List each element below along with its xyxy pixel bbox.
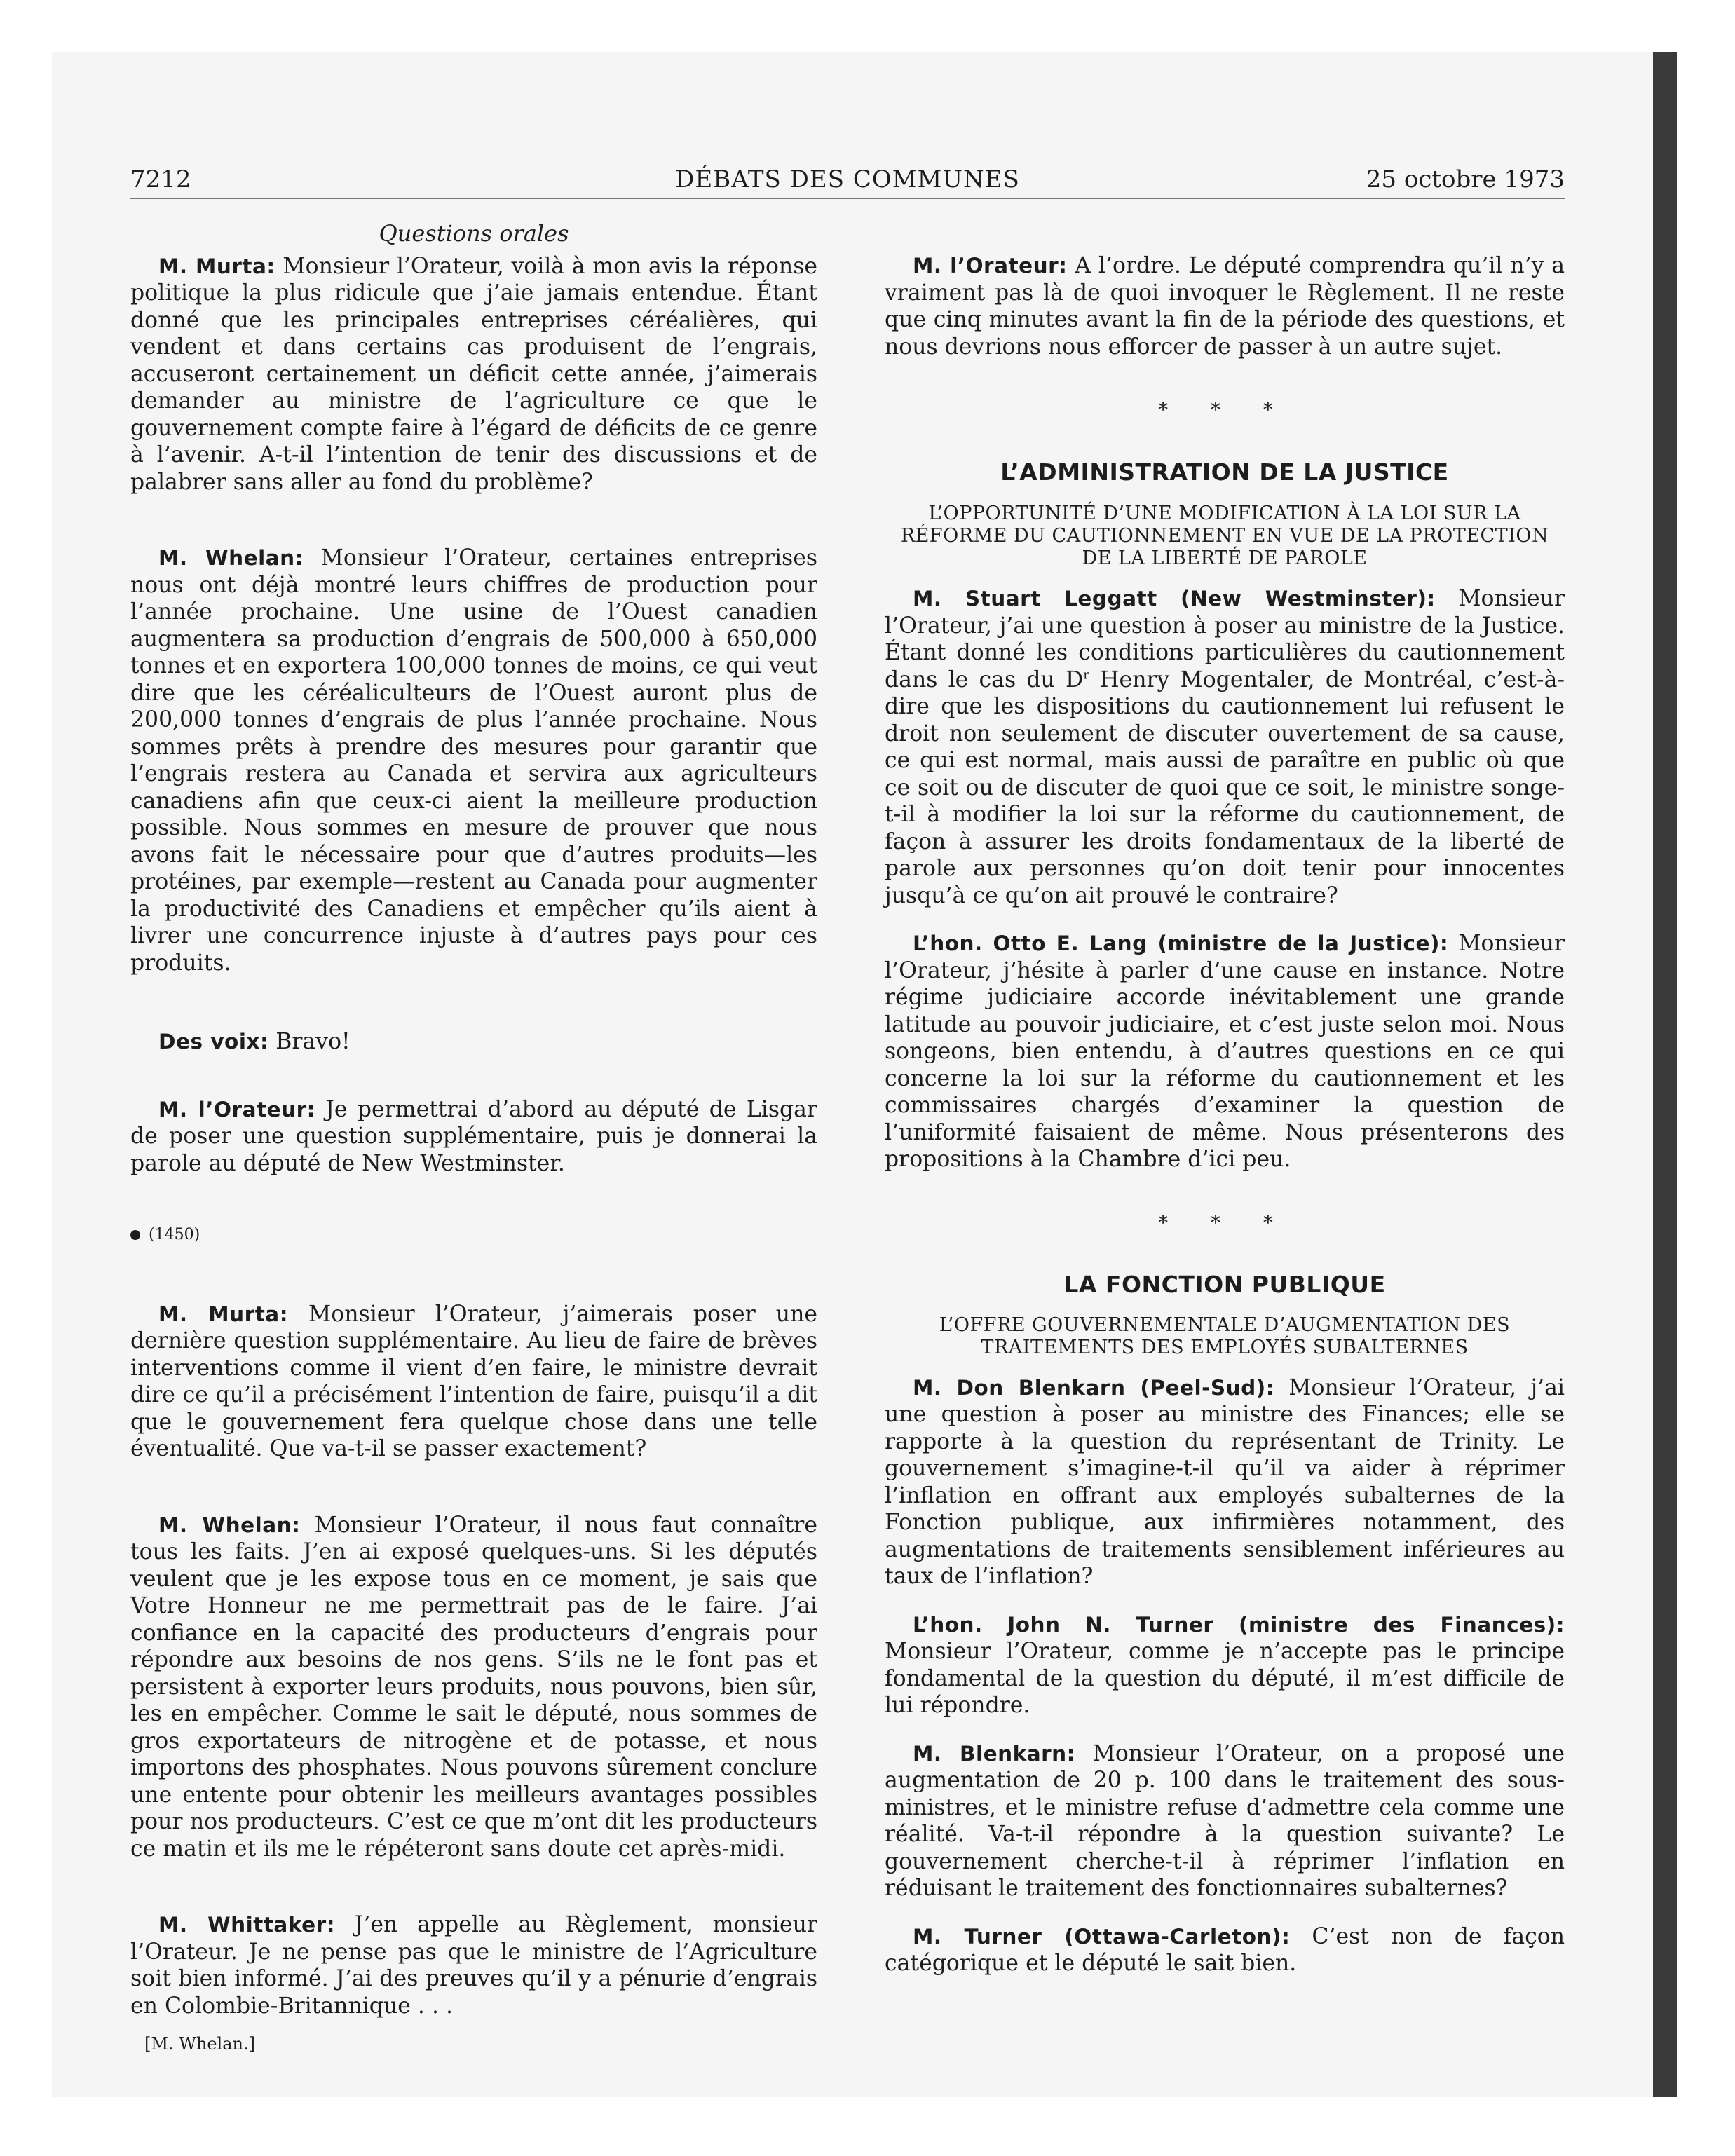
speech-text: A l’ordre. Le député comprendra qu’il n’y a vraiment pas là de quoi invoquer le Règlement. Il ne reste que cinq minutes avant la fin de la période des questions, et nous devrions nous efforcer de passer à un autre sujet. [885,253,1565,360]
superscript: r [1083,667,1089,682]
bullet-dot-icon [130,1230,140,1240]
section-separator: * * * [1158,398,1291,421]
speech-text: Monsieur l’Orateur, j’ai une question à poser au ministre de la Justice. Étant donné les conditions particulières du cautionnement dans le cas du D [885,586,1565,692]
right-column [885,252,1565,1977]
speech-paragraph [885,1923,1565,1977]
speech-text: Monsieur l’Orateur, voilà à mon avis la réponse politique la plus ridicule que j’aie jamais entendue. Étant donné que les principales entreprises céréalières, qui vendent et dans certains cas produisent de l’engrais, accuseront certainement un déficit cette année, j’aimerais demander au ministre de l’agriculture ce que le gouvernement compte faire à l’égard de déficits de ce genre à l’avenir. A-t-il l’intention de tenir des discussions et de palabrer sans aller au fond du problème? [130,253,818,495]
speaker-name: L’hon. Otto E. Lang (ministre de la Justice): [913,932,1449,955]
speech-text: Monsieur l’Orateur, on a proposé une augmentation de 20 p. 100 dans le traitement des sous-ministres, et le ministre refuse d’admettre cela comme une réalité. Va-t-il répondre à la question suivante? Le gouvernement cherche-t-il à réprimer l’inflation en réduisant le traitement des fonctionnaires subalternes? [885,1740,1565,1901]
speech-text: C’est non de façon catégorique et le député le sait bien. [885,1923,1565,1976]
footer-attribution: [M. Whelan.] [144,2034,255,2054]
left-column [130,220,817,2058]
section-separator: * * * [1158,1210,1291,1234]
time-marker [130,1222,817,1249]
speaker-name: M. l’Orateur: [158,1097,315,1121]
speech-paragraph [130,1911,817,2019]
speech-paragraph [130,1301,817,1463]
speech-paragraph [885,1374,1565,1590]
speaker-name: Des voix: [158,1030,269,1053]
speaker-name: M. Don Blenkarn (Peel-Sud): [913,1375,1275,1400]
speaker-name: M. Murta: [158,254,275,278]
header-date: 25 octobre 1973 [1366,165,1565,193]
speech-text: Monsieur l’Orateur, certaines entreprises nous ont déjà montré leurs chiffres de production pour l’année prochaine. Une usine de l’Ouest canadien augmentera sa production d’engrais de 500,000 à 650,000 tonnes et en exportera 100,000 tonnes de moins, ce qui veut dire que les céréaliculteurs de l’Ouest auront plus de 200,000 tonnes d’engrais de plus l’année prochaine. Nous sommes prêts à prendre des mesures pour garantir que l’engrais restera au Canada et servira aux agriculteurs canadiens afin que ceux-ci aient la meilleure production possible. Nous sommes en mesure de prouver que nous avons fait le nécessaire pour que d’autres produits—les protéines, par exemple—restent au Canada pour augmenter la productivité des Canadiens et empêcher qu’ils aient à livrer une concurrence injuste à d’autres pays pour ces produits. [130,545,818,976]
speech-text: J’en appelle au Règlement, monsieur l’Orateur. Je ne pense pas que le ministre de l’Agriculture soit bien informé. J’ai des preuves qu’il y a pénurie d’engrais en Colombie-Britannique . . . [130,1912,817,2019]
speech-paragraph [130,1512,817,1863]
speaker-name: M. Blenkarn: [913,1741,1075,1766]
speech-paragraph [130,253,817,496]
section-heading: Questions orales [379,220,569,247]
page-number: 7212 [130,165,191,193]
speaker-name: M. Whelan: [158,1513,301,1537]
speech-paragraph [130,545,817,976]
running-header [130,165,1565,199]
section-subtitle: L’OFFRE GOUVERNEMENTALE D’AUGMENTATION DES TRAITEMENTS DES EMPLOYÉS SUBALTERNES [939,1314,1511,1358]
section-title: LA FONCTION PUBLIQUE [1063,1271,1386,1298]
speech-paragraph [885,1740,1565,1902]
time-marker-label: (1450) [149,1226,200,1243]
speech-paragraph [885,1611,1565,1719]
section-subtitle: L’OPPORTUNITÉ D’UNE MODIFICATION À LA LOI SUR LA RÉFORME DU CAUTIONNEMENT EN VUE DE LA PROTECTION DE LA LIBERTÉ DE PAROLE [900,503,1549,569]
speaker-name: M. Whittaker: [158,1913,336,1937]
speech-text: Monsieur l’Orateur, j’aimerais poser une dernière question supplémentaire. Au lieu de faire de brèves interventions comme il vient d’en faire, le ministre devrait dire ce qu’il a précisément l’intention de faire, puisqu’il a dit que le gouvernement fera quelque chose dans une telle éventualité. Que va-t-il se passer exactement? [130,1301,818,1461]
speaker-name: M. Whelan: [158,546,304,570]
speech-text: Monsieur l’Orateur, j’ai une question à poser au ministre des Finances; elle se rapporte à la question du représentant de Trinity. Le gouvernement s’imagine-t-il qu’il va aider à réprimer l’inflation en offrant aux employés subalternes de la Fonction publique, aux infirmières notamment, des augmentations de traitements sensiblement inférieures au taux de l’inflation? [885,1374,1565,1589]
speech-paragraph [885,930,1565,1173]
publication-title: DÉBATS DES COMMUNES [675,165,1020,193]
speaker-name: M. Stuart Leggatt (New Westminster): [913,587,1436,610]
scan-edge-bar [1653,52,1677,2097]
speech-paragraph [885,585,1565,909]
speech-paragraph [885,252,1565,360]
speech-text: Monsieur l’Orateur, comme je n’accepte pas le principe fondamental de la question du député, il m’est difficile de lui répondre. [885,1639,1565,1718]
speech-text: Monsieur l’Orateur, j’hésite à parler d’une cause en instance. Notre régime judiciaire accorde inévitablement une grande latitude au pouvoir judiciaire, et c’est juste selon moi. Nous songeons, bien entendu, à d’autres questions en ce qui concerne la loi sur la réforme du cautionnement et les commissaires chargés d’examiner la question de l’uniformité faisaient de même. Nous présenterons des propositions à la Chambre d’ici peu. [885,931,1565,1172]
section-title: L’ADMINISTRATION DE LA JUSTICE [1000,458,1449,486]
speech-paragraph [130,1028,817,1056]
speech-text: Je permettrai d’abord au député de Lisgar de poser une question supplémentaire, puis je donnerai la parole au député de New Westminster. [130,1096,817,1176]
speech-text: Bravo! [275,1029,351,1054]
speech-paragraph [130,1096,817,1178]
speaker-name: M. l’Orateur: [913,254,1068,278]
speech-text: Monsieur l’Orateur, il nous faut connaître tous les faits. J’en ai exposé quelques-uns. Si les députés veulent que je les expose tous en ce moment, je sais que Votre Honneur ne me permettrait pas de le faire. J’ai confiance en la capacité des producteurs d’engrais pour répondre aux besoins de nos gens. S’ils ne le font pas et persistent à exporter leurs produits, nous pouvons, bien sûr, les en empêcher. Comme le sait le député, nous sommes de gros exportateurs de nitrogène et de potasse, et nous importons des phosphates. Nous pouvons sûrement conclure une entente pour obtenir les meilleurs avantages possibles pour nos producteurs. C’est ce que m’ont dit les producteurs ce matin et ils me le répéteront sans doute cet après-midi. [130,1512,817,1862]
speech-text: Henry Mogentaler, de Montréal, c’est-à-dire que les dispositions du cautionnement lui refusent le droit non seulement de discuter ouvertement de sa cause, ce qui est normal, mais aussi de paraître en public où que ce soit ou de discuter de quoi que ce soit, le ministre songe-t-il à modifier la loi sur la réforme du cautionnement, de façon à assurer les droits fondamentaux de la liberté de parole aux personnes qu’on doit tenir pour innocentes jusqu’à ce qu’on ait prouvé le contraire? [885,667,1565,908]
speaker-name: L’hon. John N. Turner (ministre des Finances): [913,1612,1565,1637]
speaker-name: M. Murta: [158,1302,289,1326]
speaker-name: M. Turner (Ottawa-Carleton): [913,1924,1291,1949]
